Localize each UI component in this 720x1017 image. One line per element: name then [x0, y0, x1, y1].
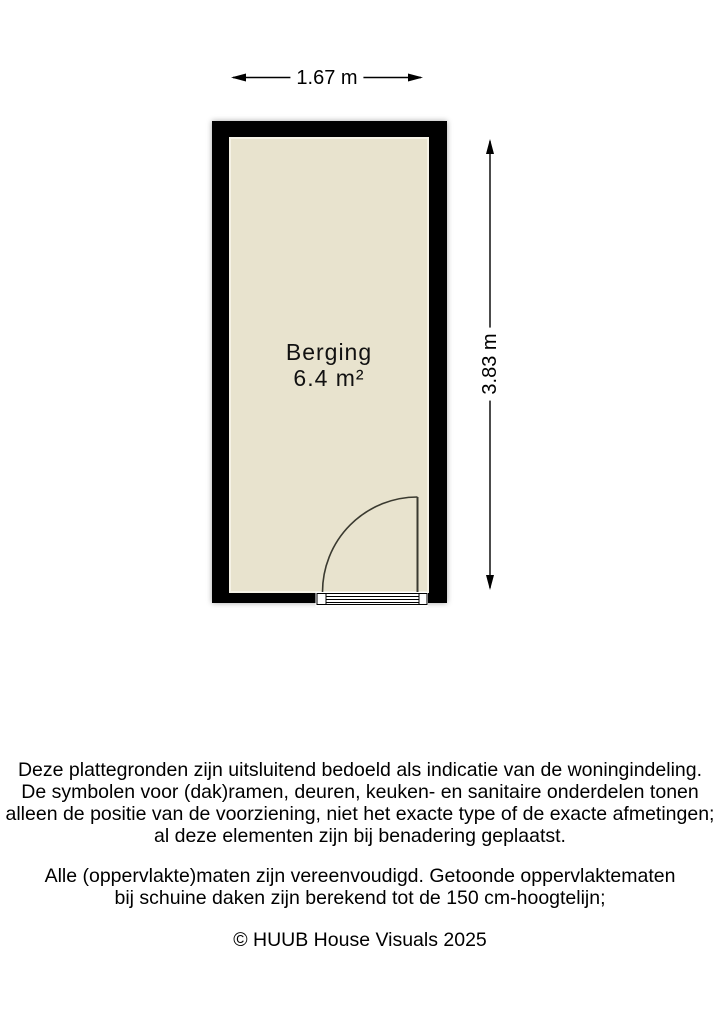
disclaimer-text	[0, 759, 720, 951]
arrow-left-icon	[231, 74, 246, 82]
disclaimer-line: Deze plattegronden zijn uitsluitend bedoeld als indicatie van de woningindeling.	[17, 759, 703, 781]
arrow-right-icon	[408, 74, 423, 82]
width-dimension-label: 1.67 m	[290, 67, 363, 89]
disclaimer-line: bij schuine daken zijn berekend tot de 150 cm-hoogtelijn;	[114, 887, 606, 909]
disclaimer-line: al deze elementen zijn bij benadering geplaatst.	[154, 825, 566, 847]
disclaimer-paragraph-2	[0, 865, 720, 909]
room-area: 6.4 m²	[293, 365, 365, 391]
copyright: © HUUB House Visuals 2025	[233, 929, 487, 951]
height-dimension-label: 3.83 m	[479, 327, 501, 400]
disclaimer-line: alleen de positie van de voorziening, niet het exacte type of de exacte afmetingen;	[5, 803, 715, 825]
arrow-up-icon	[486, 139, 494, 154]
disclaimer-paragraph-1	[0, 759, 720, 847]
arrow-down-icon	[486, 575, 494, 590]
disclaimer-line: Alle (oppervlakte)maten zijn vereenvoudigd. Getoonde oppervlaktematen	[44, 865, 676, 887]
room-name: Berging	[285, 339, 373, 365]
room-label	[286, 339, 372, 391]
disclaimer-line: De symbolen voor (dak)ramen, deuren, keuken- en sanitaire onderdelen tonen	[21, 781, 699, 803]
door-threshold	[317, 594, 427, 605]
